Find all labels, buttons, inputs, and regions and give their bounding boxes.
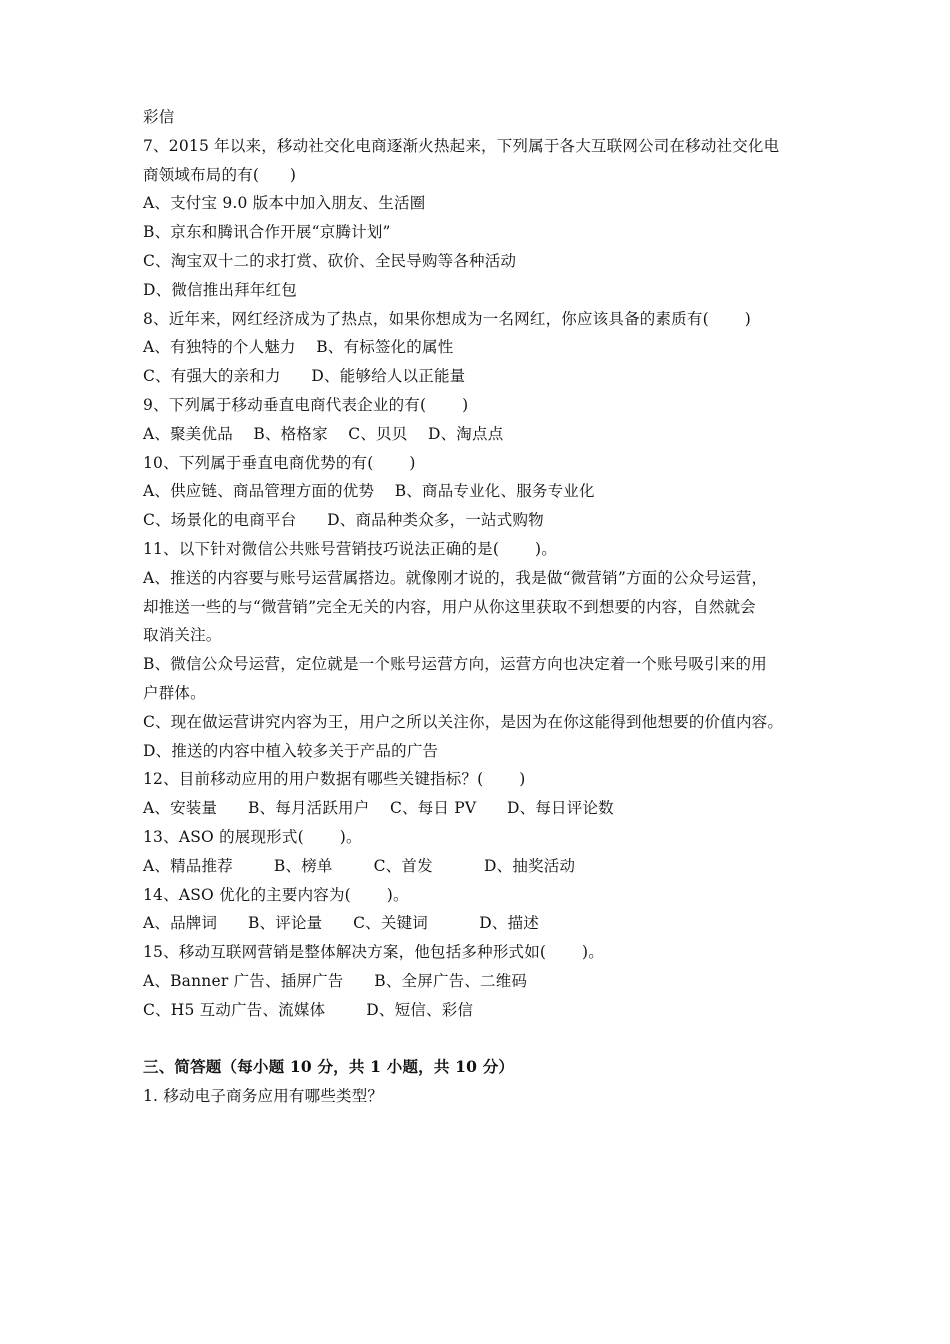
question-11: 11、以下针对微信公共账号营销技巧说法正确的是( )。 <box>143 539 557 558</box>
option-b-cont: 户群体。 <box>143 683 206 702</box>
option-c: C、现在做运营讲究内容为王，用户之所以关注你，是因为在你这能得到他想要的价值内容。 <box>143 712 784 731</box>
option-d: D、推送的内容中植入较多关于产品的广告 <box>143 741 439 760</box>
section-heading: 三、简答题（每小题 10 分，共 1 小题，共 10 分） <box>143 1057 515 1077</box>
option-a-cont: 取消关注。 <box>143 626 222 645</box>
options-abcd: A、聚美优品 B、格格家 C、贝贝 D、淘点点 <box>143 424 504 443</box>
question-13: 13、ASO 的展现形式( )。 <box>143 827 362 846</box>
short-answer-question-1: 1. 移动电子商务应用有哪些类型？ <box>143 1087 384 1106</box>
option-c: C、淘宝双十二的求打赏、砍价、全民导购等各种活动 <box>143 251 517 270</box>
question-15: 15、移动互联网营销是整体解决方案，他包括多种形式如( )。 <box>143 943 605 962</box>
exam-content <box>143 103 823 1111</box>
question-14: 14、ASO 优化的主要内容为( )。 <box>143 885 409 904</box>
question-7: 7、2015 年以来，移动社交化电商逐渐火热起来，下列属于各大互联网公司在移动社交化电 <box>143 136 780 155</box>
blank-line <box>143 1025 823 1054</box>
question-7-cont: 商领域布局的有( ) <box>143 165 297 184</box>
options-cd: C、场景化的电商平台 D、商品种类众多，一站式购物 <box>143 511 544 530</box>
options-ab: A、供应链、商品管理方面的优势 B、商品专业化、服务专业化 <box>143 482 595 501</box>
option-a: A、支付宝 9.0 版本中加入朋友、生活圈 <box>143 194 426 213</box>
option-a-cont: 却推送一些的与“微营销”完全无关的内容，用户从你这里获取不到想要的内容，自然就会 <box>143 597 756 616</box>
options-cd: C、H5 互动广告、流媒体 D、短信、彩信 <box>143 1000 474 1019</box>
question-12: 12、目前移动应用的用户数据有哪些关键指标？( ) <box>143 770 526 789</box>
text-line: 彩信 <box>143 108 175 126</box>
options-cd: C、有强大的亲和力 D、能够给人以正能量 <box>143 367 466 386</box>
options-abcd: A、安装量 B、每月活跃用户 C、每日 PV D、每日评论数 <box>143 799 614 818</box>
question-9: 9、下列属于移动垂直电商代表企业的有( ) <box>143 395 469 414</box>
option-d: D、微信推出拜年红包 <box>143 280 297 299</box>
question-8: 8、近年来，网红经济成为了热点，如果你想成为一名网红，你应该具备的素质有( ) <box>143 309 751 328</box>
option-b: B、微信公众号运营，定位就是一个账号运营方向，运营方向也决定着一个账号吸引来的用 <box>143 655 767 674</box>
question-10: 10、下列属于垂直电商优势的有( ) <box>143 453 416 472</box>
options-ab: A、有独特的个人魅力 B、有标签化的属性 <box>143 338 454 357</box>
option-a: A、推送的内容要与账号运营属搭边。就像刚才说的，我是做“微营销”方面的公众号运营， <box>143 568 768 587</box>
options-ab: A、Banner 广告、插屏广告 B、全屏广告、二维码 <box>143 971 528 990</box>
option-b: B、京东和腾讯合作开展“京腾计划” <box>143 223 391 242</box>
options-abcd: A、精品推荐 B、榜单 C、首发 D、抽奖活动 <box>143 856 576 875</box>
options-abcd: A、品牌词 B、评论量 C、关键词 D、描述 <box>143 914 539 933</box>
